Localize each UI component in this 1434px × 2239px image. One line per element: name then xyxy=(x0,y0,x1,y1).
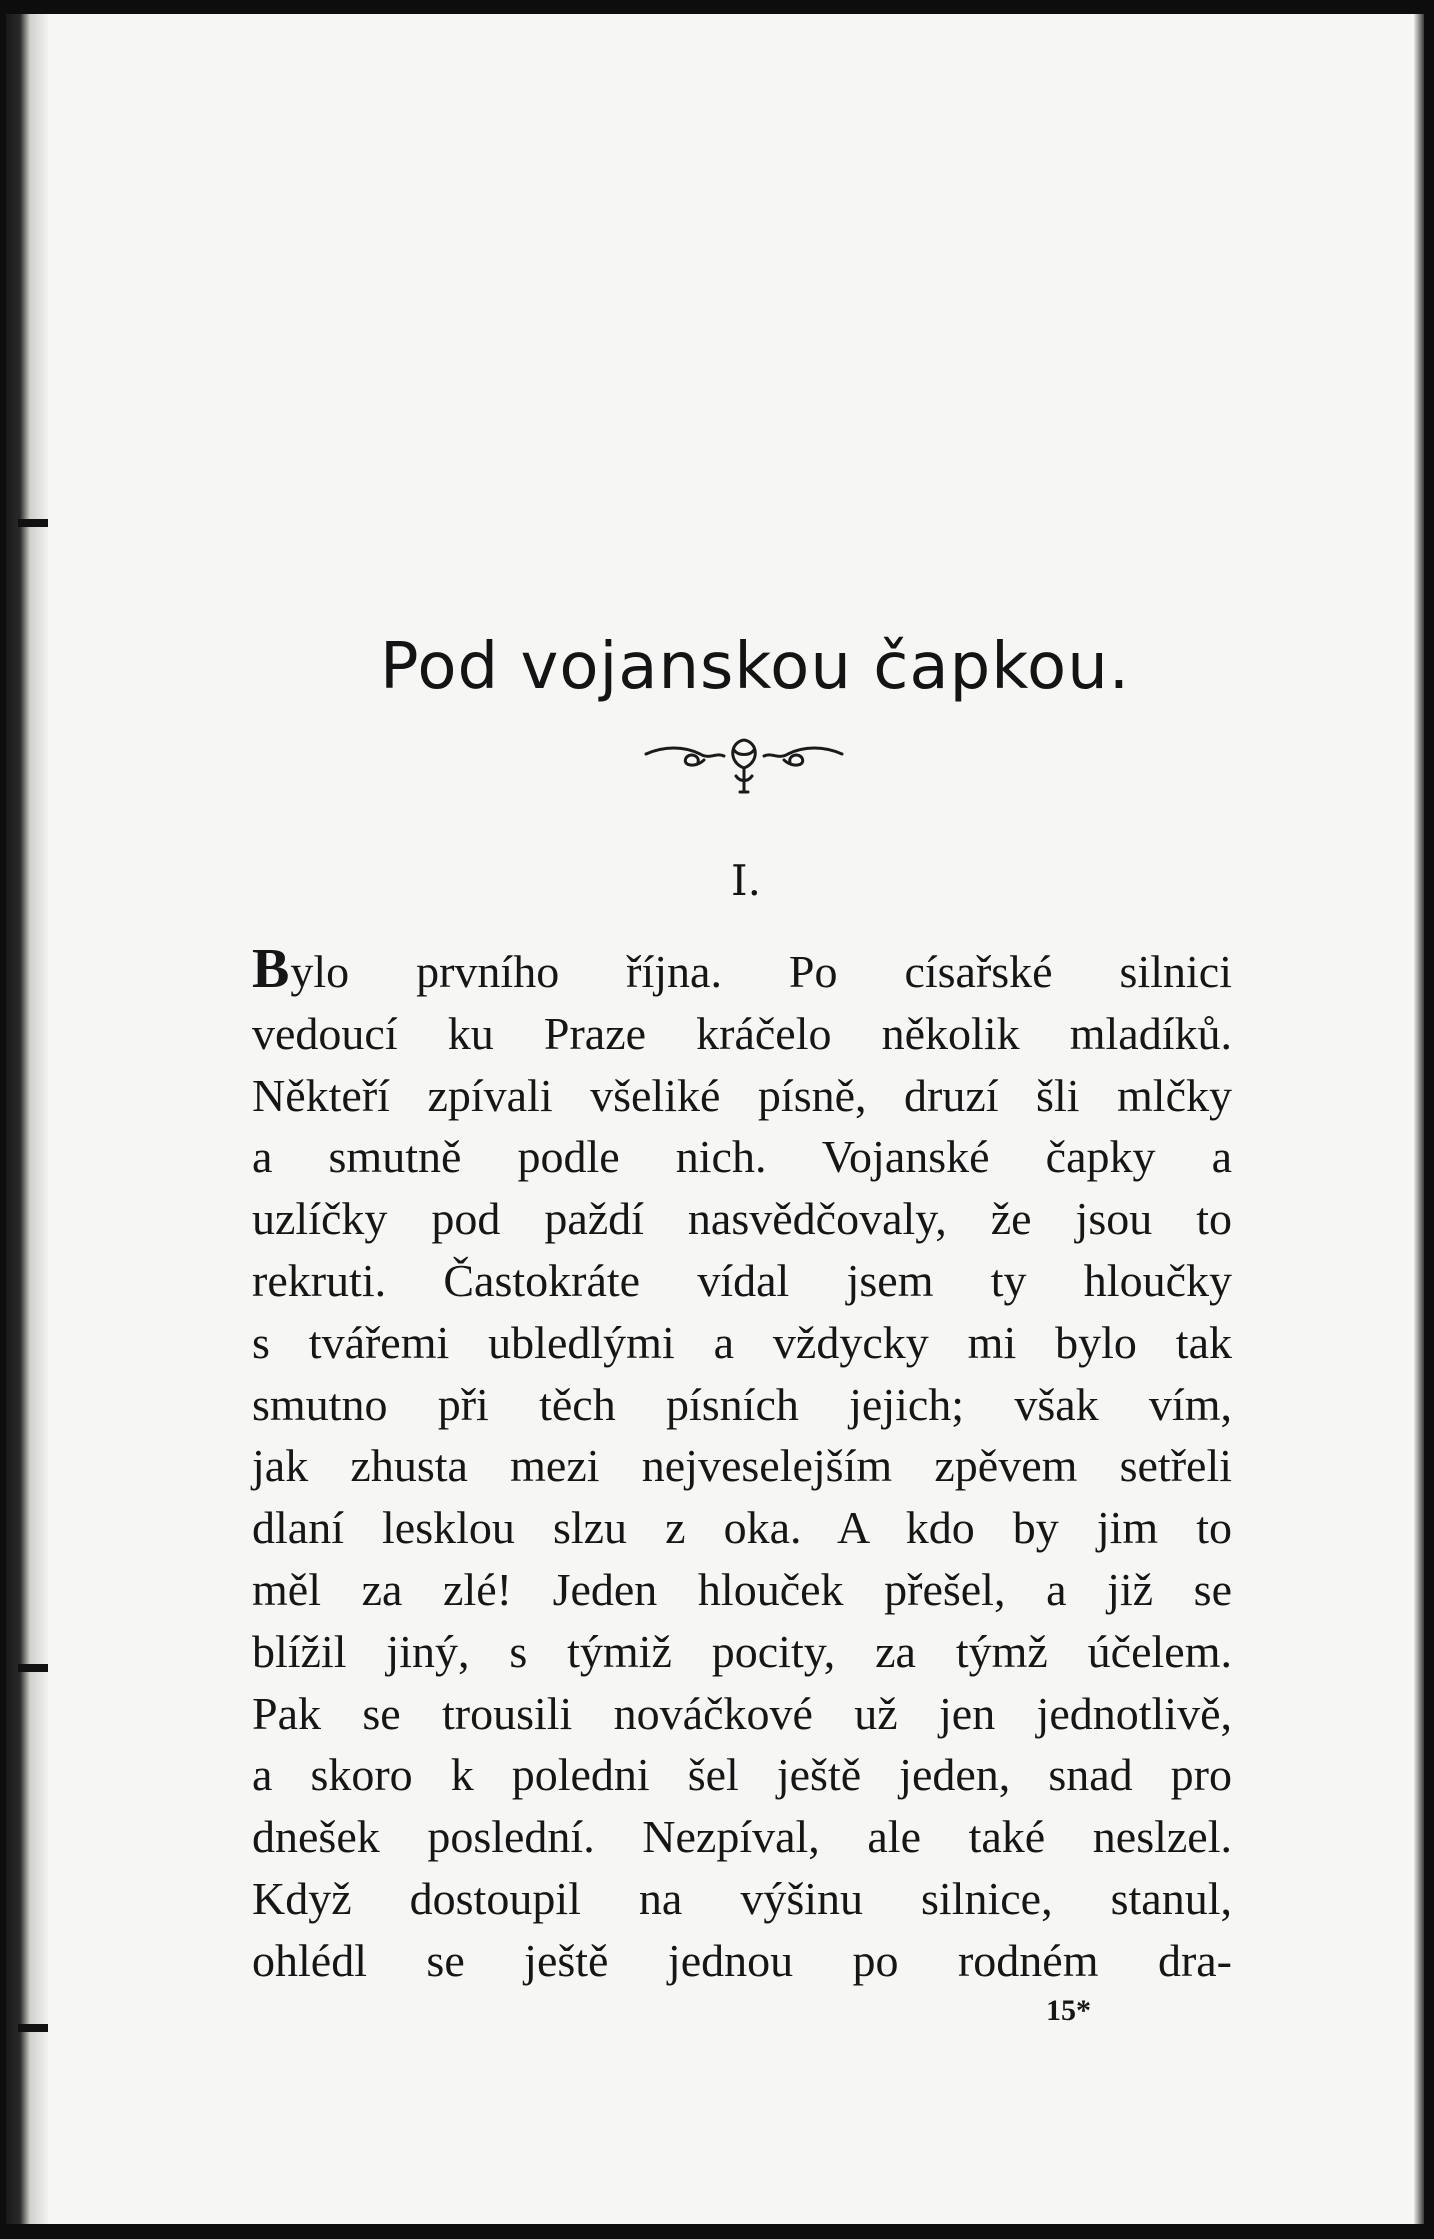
text-line: uzlíčky pod paždí nasvědčovaly, že jsou to xyxy=(252,1193,1232,1245)
text-line: Pak se trousili nováčkové už jen jednotlivě, xyxy=(252,1687,1232,1739)
floral-divider-icon xyxy=(644,732,844,802)
text-line: a smutně podle nich. Vojanské čapky a xyxy=(252,1131,1232,1183)
text-line: blížil jiný, s týmiž pocity, za týmž účelem. xyxy=(252,1625,1232,1677)
text-line: rekruti. Častokráte vídal jsem ty hloučky xyxy=(252,1254,1232,1306)
text-line: Někteří zpívali všeliké písně, druzí šli mlčky xyxy=(252,1069,1232,1121)
book-spine xyxy=(6,14,48,2224)
text-line: Když dostoupil na výšinu silnice, stanul, xyxy=(252,1872,1232,1924)
page-edge xyxy=(1414,14,1424,2224)
book-page xyxy=(6,14,1424,2224)
chapter-title: Pod vojanskou čapkou. xyxy=(380,630,1131,704)
text-line: s tvářemi ubledlými a vždycky mi bylo tak xyxy=(252,1316,1232,1368)
binding-mark xyxy=(18,519,48,527)
text-line: vedoucí ku Praze kráčelo několik mladíků. xyxy=(252,1007,1232,1059)
binding-mark xyxy=(18,2024,48,2032)
text-line: ohlédl se ještě jednou po rodném dra- xyxy=(252,1934,1232,1986)
text-line: a skoro k poledni šel ještě jeden, snad pro xyxy=(252,1749,1232,1801)
binding-mark xyxy=(18,1664,48,1672)
text-line: jak zhusta mezi nejveselejším zpěvem setřeli xyxy=(252,1440,1232,1492)
body-text xyxy=(252,939,1232,1992)
page-number: 15* xyxy=(1046,1994,1091,2027)
chapter-number: I. xyxy=(731,856,761,905)
text-line: měl za zlé! Jeden hlouček přešel, a již se xyxy=(252,1563,1232,1615)
text-line: dlaní lesklou slzu z oka. A kdo by jim to xyxy=(252,1502,1232,1554)
text-line: dnešek poslední. Nezpíval, ale také neslzel. xyxy=(252,1811,1232,1863)
drop-cap: B xyxy=(252,938,291,1000)
text-line: Bylo prvního října. Po císařské silnici xyxy=(252,938,1232,1000)
text-line: smutno při těch písních jejich; však vím, xyxy=(252,1378,1232,1430)
